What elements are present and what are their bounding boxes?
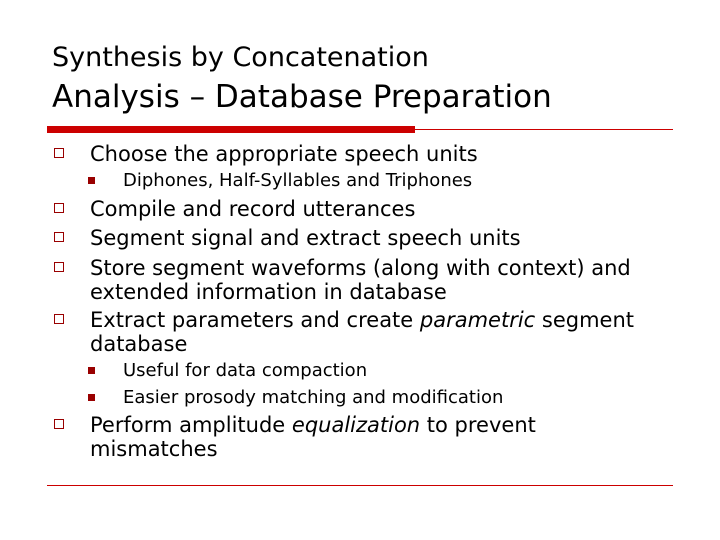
sub-bullet-prosody xyxy=(88,387,503,409)
footer-divider xyxy=(47,485,673,486)
bullet-item-choose-units xyxy=(54,142,478,166)
bullet-text-start: Extract parameters and create xyxy=(90,308,420,332)
bullet-item-store xyxy=(54,256,631,304)
emphasis-text: equalization xyxy=(291,413,421,437)
bullet-text-line2: mismatches xyxy=(90,437,218,461)
filled-square-bullet-icon xyxy=(88,394,95,401)
filled-square-bullet-icon xyxy=(88,177,95,184)
bullet-text-end: to prevent xyxy=(420,413,536,437)
bullet-text: Segment signal and extract speech units xyxy=(90,226,521,250)
bullet-text: Choose the appropriate speech units xyxy=(90,142,478,166)
slide-title: Synthesis by Concatenation xyxy=(52,42,429,73)
hollow-square-bullet-icon xyxy=(54,203,64,213)
hollow-square-bullet-icon xyxy=(54,314,64,324)
hollow-square-bullet-icon xyxy=(54,148,64,158)
bullet-item-equalization xyxy=(54,413,536,461)
bullet-text-line2: database xyxy=(90,332,188,356)
bullet-item-extract xyxy=(54,308,634,356)
bullet-text-line1 xyxy=(90,413,536,437)
hollow-square-bullet-icon xyxy=(54,262,64,272)
bullet-text-line2: extended information in database xyxy=(90,280,447,304)
sub-bullet-text: Easier prosody matching and modification xyxy=(123,387,504,408)
filled-square-bullet-icon xyxy=(88,367,95,374)
sub-bullet-text: Diphones, Half-Syllables and Triphones xyxy=(123,170,473,191)
bullet-item-segment xyxy=(54,226,521,250)
sub-bullet-diphones xyxy=(88,170,472,192)
bullet-text: Compile and record utterances xyxy=(90,197,416,221)
emphasis-text: parametric xyxy=(419,308,536,332)
bullet-text-end: segment xyxy=(535,308,635,332)
hollow-square-bullet-icon xyxy=(54,232,64,242)
bullet-text-line1: Store segment waveforms (along with context) and xyxy=(90,256,631,280)
bullet-text-line1 xyxy=(90,308,634,332)
bullet-text-start: Perform amplitude xyxy=(90,413,292,437)
sub-bullet-text: Useful for data compaction xyxy=(123,360,368,381)
slide-subtitle: Analysis – Database Preparation xyxy=(52,79,552,115)
sub-bullet-compaction xyxy=(88,360,367,382)
hollow-square-bullet-icon xyxy=(54,419,64,429)
bullet-item-compile xyxy=(54,197,415,221)
